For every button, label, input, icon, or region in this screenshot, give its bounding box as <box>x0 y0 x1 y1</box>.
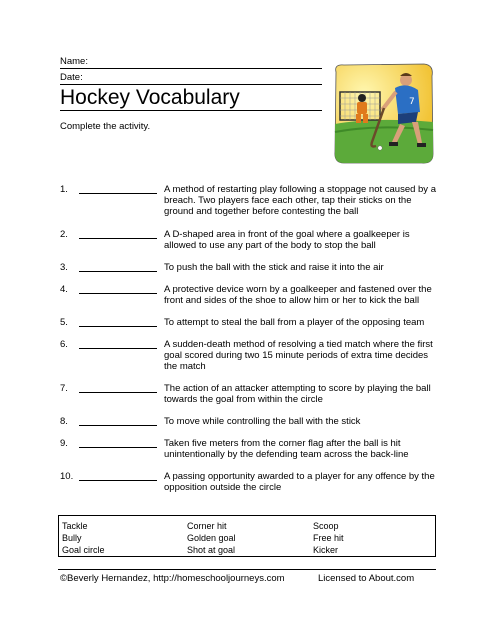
field-hockey-player-clipart <box>332 62 436 166</box>
item-number: 10. <box>60 471 74 482</box>
answer-blank <box>79 271 157 272</box>
word-bank-term: Tackle <box>62 521 88 531</box>
item-definition: The action of an attacker attempting to score by playing the ball towards the goal from within the circle <box>164 383 431 405</box>
item-definition: A sudden-death method of resolving a tied match where the first goal scored during two 15 minute periods of extra time decides the match <box>164 339 433 372</box>
item-definition: A method of restarting play following a stoppage not caused by a breach. Two players face each other, tap their sticks on the ground and together before contesting the ball <box>164 184 436 217</box>
item-number: 9. <box>60 438 68 449</box>
instructions: Complete the activity. <box>60 121 151 132</box>
item-definition: To push the ball with the stick and raise it into the air <box>164 262 384 273</box>
item-number: 1. <box>60 184 68 195</box>
answer-blank <box>79 392 157 393</box>
name-line <box>60 68 322 69</box>
word-bank-term: Shot at goal <box>187 545 236 555</box>
item-definition: A D-shaped area in front of the goal where a goalkeeper is allowed to use any part of the body to stop the ball <box>164 229 410 251</box>
item-number: 6. <box>60 339 68 350</box>
page-title: Hockey Vocabulary <box>60 86 240 109</box>
item-number: 2. <box>60 229 68 240</box>
footer-credit: ©Beverly Hernandez, http://homeschooljourneys.com <box>60 573 285 584</box>
title-underline <box>60 110 322 111</box>
word-bank-term: Corner hit <box>187 521 227 531</box>
answer-blank <box>79 293 157 294</box>
name-label: Name: <box>60 56 88 67</box>
answer-blank <box>79 193 157 194</box>
date-label: Date: <box>60 72 83 83</box>
item-definition: Taken five meters from the corner flag after the ball is hit unintentionally by the defending team across the back-line <box>164 438 409 460</box>
answer-blank <box>79 238 157 239</box>
answer-blank <box>79 447 157 448</box>
item-number: 5. <box>60 317 68 328</box>
answer-blank <box>79 326 157 327</box>
word-bank-term: Scoop <box>313 521 339 531</box>
date-line <box>60 84 322 85</box>
item-definition: A passing opportunity awarded to a player for any offence by the opposition outside the circle <box>164 471 435 493</box>
answer-blank <box>79 425 157 426</box>
item-number: 4. <box>60 284 68 295</box>
answer-blank <box>79 348 157 349</box>
footer-rule <box>58 569 436 570</box>
word-bank-term: Bully <box>62 533 82 543</box>
word-bank-term: Goal circle <box>62 545 105 555</box>
answer-blank <box>79 480 157 481</box>
word-bank-term: Kicker <box>313 545 339 555</box>
item-number: 7. <box>60 383 68 394</box>
word-bank-column <box>62 520 105 556</box>
word-bank-column <box>313 520 344 556</box>
word-bank-column <box>187 520 236 556</box>
word-bank-term: Golden goal <box>187 533 236 543</box>
word-bank <box>58 515 436 557</box>
footer-license: Licensed to About.com <box>318 573 415 584</box>
item-definition: To attempt to steal the ball from a player of the opposing team <box>164 317 425 328</box>
item-definition: A protective device worn by a goalkeeper and fastened over the front and sides of the shoe to allow him or her to kick the ball <box>164 284 432 306</box>
item-definition: To move while controlling the ball with the stick <box>164 416 361 427</box>
word-bank-term: Free hit <box>313 533 344 543</box>
svg-text:7: 7 <box>409 97 415 107</box>
item-number: 8. <box>60 416 68 427</box>
item-number: 3. <box>60 262 68 273</box>
